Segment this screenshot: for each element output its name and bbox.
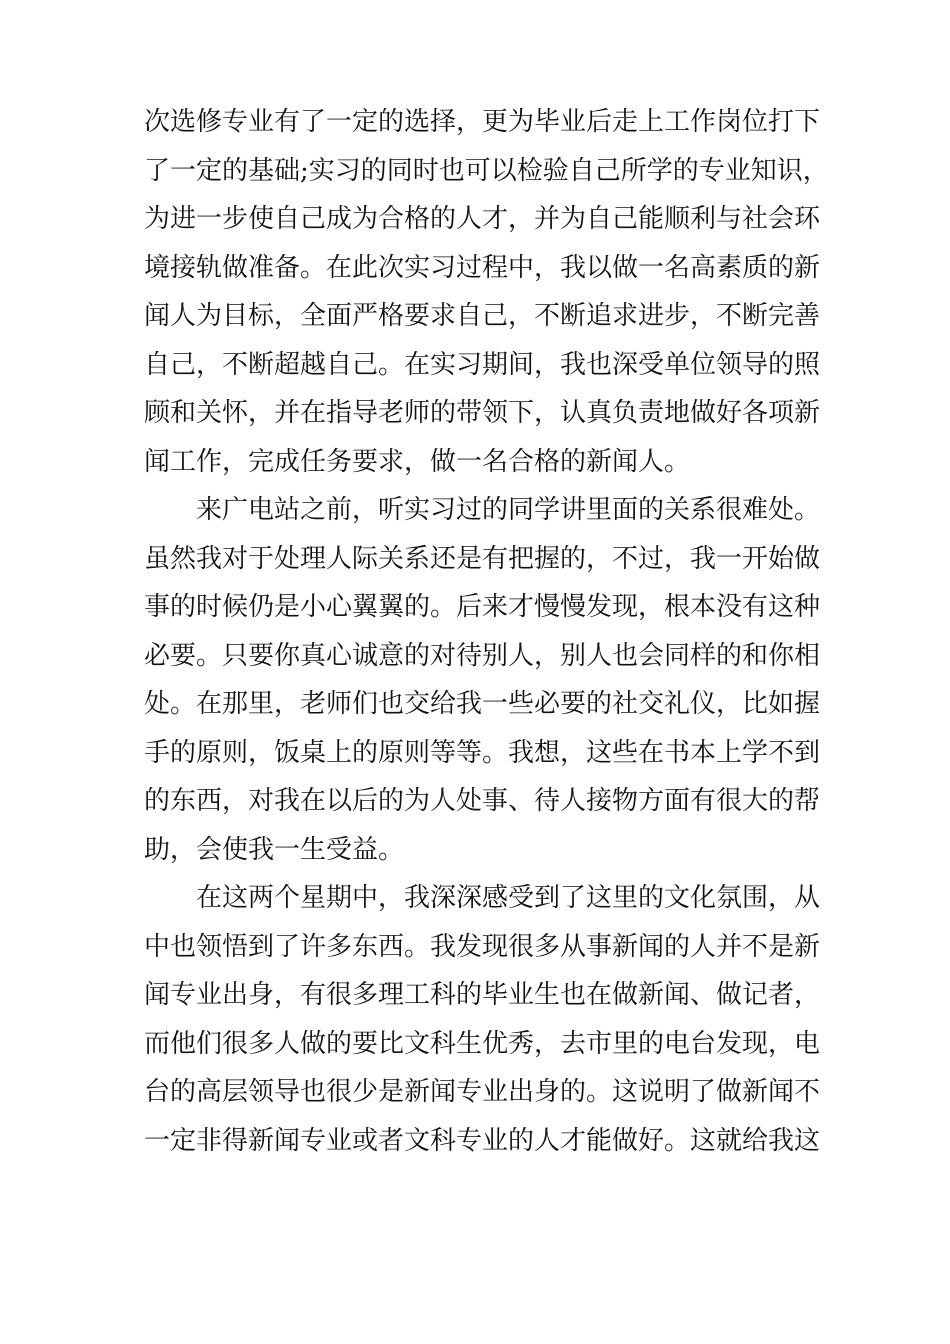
text-line: 一定非得新闻专业或者文科专业的人才能做好。这就给我这 — [144, 1125, 821, 1156]
paragraph-first-line: 在这两个星期中，我深深感受到了这里的文化氛围，从 — [196, 883, 821, 913]
text-line: 台的高层领导也很少是新闻专业出身的。这说明了做新闻不 — [144, 1077, 821, 1107]
body-text — [144, 98, 829, 1165]
text-line: 手的原则，饭桌上的原则等等。我想，这些在书本上学不到 — [144, 737, 821, 768]
text-line: 中也领悟到了许多东西。我发现很多从事新闻的人并不是新 — [144, 931, 821, 962]
text-line: 闻工作，完成任务要求，做一名合格的新闻人。 — [144, 446, 691, 477]
text-line: 自己，不断超越自己。在实习期间，我也深受单位领导的照 — [144, 349, 821, 380]
text-line: 境接轨做准备。在此次实习过程中，我以做一名高素质的新 — [144, 252, 821, 283]
text-line: 必要。只要你真心诚意的对待别人，别人也会同样的和你相 — [144, 640, 821, 671]
text-line: 为进一步使自己成为合格的人才，并为自己能顺利与社会环 — [144, 204, 821, 234]
text-line: 次选修专业有了一定的选择，更为毕业后走上工作岗位打下 — [144, 107, 821, 137]
text-line: 顾和关怀，并在指导老师的带领下，认真负责地做好各项新 — [144, 398, 821, 428]
text-line: 闻人为目标，全面严格要求自己，不断追求进步，不断完善 — [144, 301, 821, 331]
text-line: 助，会使我一生受益。 — [144, 834, 405, 865]
text-line: 闻专业出身，有很多理工科的毕业生也在做新闻、做记者， — [144, 980, 821, 1010]
paragraph-first-line: 来广电站之前，听实习过的同学讲里面的关系很难处。 — [196, 495, 821, 525]
text-line: 事的时候仍是小心翼翼的。后来才慢慢发现，根本没有这种 — [144, 592, 821, 622]
text-line: 了一定的基础;实习的同时也可以检验自己所学的专业知识， — [144, 155, 829, 186]
text-line: 虽然我对于处理人际关系还是有把握的，不过，我一开始做 — [144, 543, 821, 574]
text-line: 而他们很多人做的要比文科生优秀，去市里的电台发现，电 — [144, 1028, 821, 1059]
text-line: 处。在那里，老师们也交给我一些必要的社交礼仪，比如握 — [144, 689, 821, 719]
text-line: 的东西，对我在以后的为人处事、待人接物方面有很大的帮 — [144, 786, 821, 816]
